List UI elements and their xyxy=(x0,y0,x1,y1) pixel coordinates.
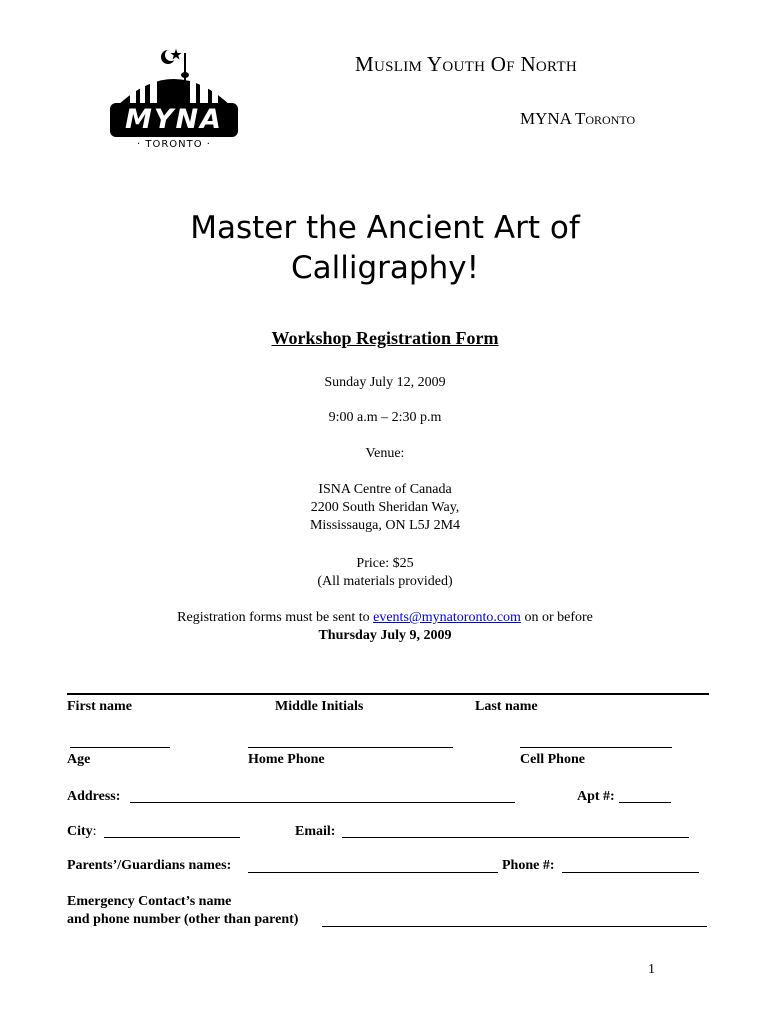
apt-field[interactable] xyxy=(619,802,671,803)
logo-letters: MYNA xyxy=(125,104,223,135)
event-time: 9:00 a.m – 2:30 p.m xyxy=(328,410,442,425)
venue-label: Venue: xyxy=(365,446,405,461)
age-field[interactable] xyxy=(70,747,170,748)
org-city: MYNA Toronto xyxy=(520,109,636,128)
form-top-rule xyxy=(67,693,709,695)
email-field[interactable] xyxy=(342,837,689,838)
cell-phone-field[interactable] xyxy=(520,747,672,748)
address-label: Address: xyxy=(67,789,121,804)
registration-suffix: on or before xyxy=(524,610,593,625)
registration-deadline: Thursday July 9, 2009 xyxy=(318,628,452,643)
emergency-contact-label-line2: and phone number (other than parent) xyxy=(67,912,299,927)
page-number: 1 xyxy=(648,962,655,977)
middle-initials-label: Middle Initials xyxy=(275,699,364,714)
myna-logo xyxy=(110,45,238,157)
phone-field[interactable] xyxy=(562,872,699,873)
address-field[interactable] xyxy=(130,802,515,803)
age-label: Age xyxy=(67,752,91,767)
home-phone-label: Home Phone xyxy=(248,752,325,767)
emergency-contact-label-line1: Emergency Contact’s name xyxy=(67,894,232,909)
apt-label: Apt #: xyxy=(577,789,615,804)
title-line-2: Calligraphy! xyxy=(291,250,479,286)
venue-name: ISNA Centre of Canada xyxy=(318,482,452,497)
page-title xyxy=(0,208,770,288)
registration-email-link[interactable]: events@mynatoronto.com xyxy=(373,610,521,625)
org-name: Muslim Youth Of North xyxy=(355,52,578,76)
first-name-label: First name xyxy=(67,699,132,714)
event-date: Sunday July 12, 2009 xyxy=(324,375,446,390)
city-label xyxy=(67,824,97,840)
phone-label: Phone #: xyxy=(502,858,555,873)
price-note: (All materials provided) xyxy=(317,574,453,589)
price: Price: $25 xyxy=(356,556,414,571)
form-heading: Workshop Registration Form xyxy=(271,328,499,348)
last-name-label: Last name xyxy=(475,699,538,714)
logo-caption: · TORONTO · xyxy=(137,139,211,150)
registration-prefix: Registration forms must be sent to xyxy=(177,610,370,625)
city-label-colon: : xyxy=(92,824,97,839)
emergency-contact-field[interactable] xyxy=(322,926,707,927)
parents-label: Parents’/Guardians names: xyxy=(67,858,232,873)
home-phone-field[interactable] xyxy=(248,747,453,748)
title-line-1: Master the Ancient Art of xyxy=(190,210,580,246)
city-field[interactable] xyxy=(104,837,240,838)
venue-city: Mississauga, ON L5J 2M4 xyxy=(309,518,461,533)
city-label-text: City xyxy=(67,824,93,839)
registration-note xyxy=(0,609,770,627)
venue-street: 2200 South Sheridan Way, xyxy=(310,500,460,515)
parents-field[interactable] xyxy=(248,872,498,873)
cell-phone-label: Cell Phone xyxy=(520,752,585,767)
email-label: Email: xyxy=(295,824,336,839)
